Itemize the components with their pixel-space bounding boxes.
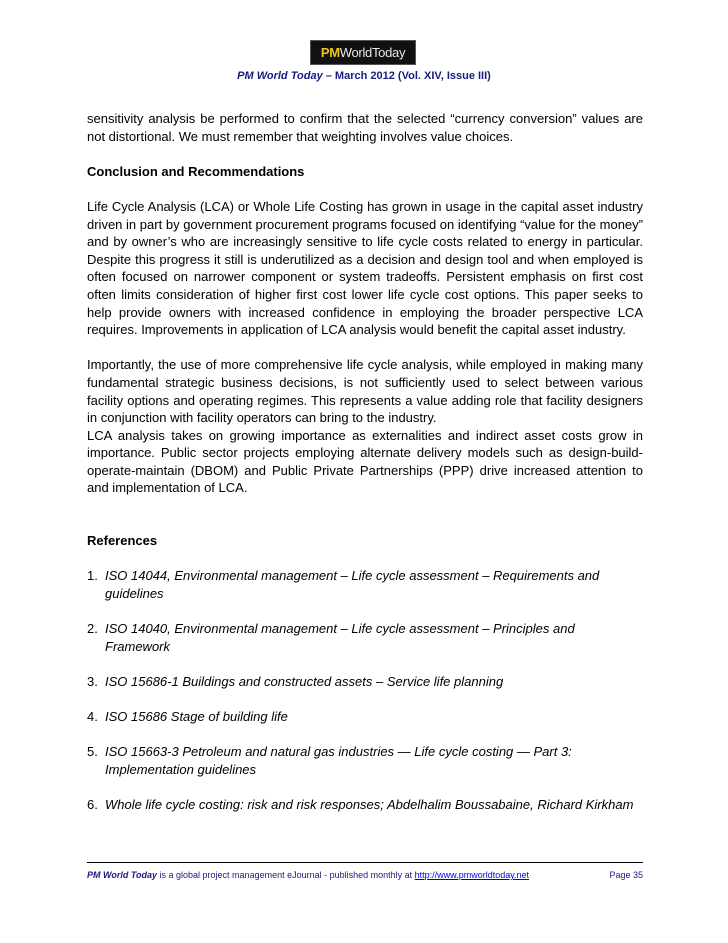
reference-number: 2. [87, 621, 98, 637]
intro-paragraph: sensitivity analysis be performed to confirm that the selected “currency conversion” values are not distortional. We must remember that weighting involves value choices. [87, 111, 643, 144]
footer-publication: PM World Today [87, 870, 158, 880]
footer-divider [87, 862, 643, 863]
footer-website-link[interactable]: http://www.pmworldtoday.net [414, 870, 530, 880]
reference-text: ISO 14044, Environmental management – Life cycle assessment – Requirements and guidelines [105, 568, 600, 601]
logo-pm-text: PM [320, 45, 340, 60]
reference-item [87, 567, 643, 602]
reference-item [87, 620, 643, 655]
conclusion-heading: Conclusion and Recommendations [87, 163, 305, 179]
footer-description: is a global project management eJournal - published monthly at [157, 870, 415, 880]
running-header [0, 70, 728, 83]
reference-text: Whole life cycle costing: risk and risk responses; Abdelhalim Boussabaine, Richard Kirkham [105, 796, 634, 812]
conclusion-paragraph-1: Life Cycle Analysis (LCA) or Whole Life Costing has grown in usage in the capital asset industry driven in part by government procurement programs focused on identifying “value for the money” and by owner’s who are increasingly sensitive to life cycle costs related to energy in particular. Despite this progress it still is underutilized as a decision and design tool and when employed is often focused on narrower component or system tradeoffs. Persistent emphasis on first cost often limits consideration of higher first cost lower life cycle cost options. This paper seeks to help provide owners with increased confidence in employing the broader perspective LCA requires. Improvements in application of LCA analysis would benefit the capital asset industry. [87, 198, 643, 338]
pmworldtoday-logo [310, 40, 416, 65]
page-footer [87, 870, 643, 881]
header-publication: PM World Today [237, 70, 323, 82]
references-heading: References [87, 533, 158, 549]
reference-number: 5. [87, 744, 98, 760]
page-number: Page 35 [609, 870, 643, 880]
reference-text: ISO 14040, Environmental management – Life cycle assessment – Principles and Framework [105, 621, 575, 654]
logo-worldtoday-text: WorldToday [339, 45, 406, 60]
reference-item [87, 673, 643, 691]
conclusion-paragraph-2b: LCA analysis takes on growing importance as externalities and indirect asset costs grow in importance. Public sector projects employing alternate delivery models such as design-build-operate-maintain (DBOM) and Public Private Partnerships (PPP) drive increased attention to and implementation of LCA. [87, 427, 643, 496]
header-issue: – March 2012 (Vol. XIV, Issue III) [322, 70, 491, 82]
reference-item [87, 796, 643, 814]
reference-number: 1. [87, 568, 98, 584]
reference-item [87, 743, 643, 778]
reference-text: ISO 15663-3 Petroleum and natural gas industries — Life cycle costing — Part 3: Implementation guidelines [105, 744, 572, 777]
reference-item [87, 708, 643, 726]
reference-number: 3. [87, 673, 98, 689]
reference-text: ISO 15686 Stage of building life [105, 709, 288, 724]
reference-number: 4. [87, 709, 98, 724]
page-content [87, 110, 643, 831]
conclusion-paragraph-2a: Importantly, the use of more comprehensive life cycle analysis, while employed in making many fundamental strategic business decisions, is not sufficiently used to select between various facility options and operating regimes. This represents a value adding role that facility designers in conjunction with facility operators can bring to the industry. [87, 357, 643, 426]
references-list [87, 567, 643, 813]
reference-text: ISO 15686-1 Buildings and constructed assets – Service life planning [105, 673, 504, 689]
reference-number: 6. [87, 796, 98, 812]
